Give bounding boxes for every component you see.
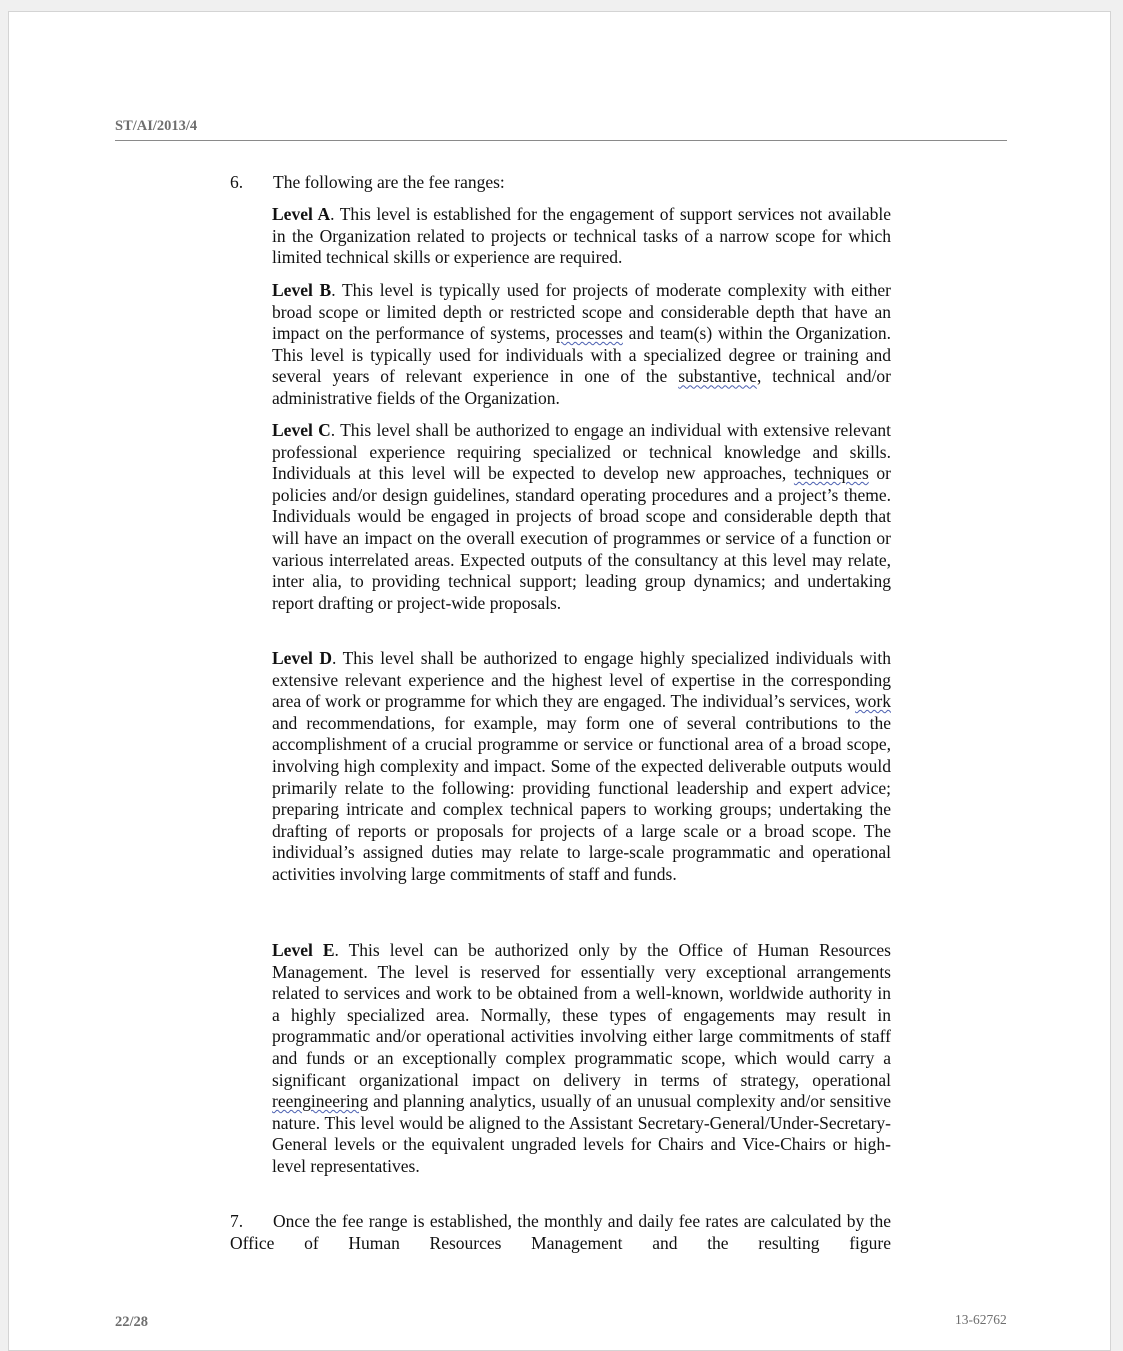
paragraph-text: Once the fee range is established, the monthly and daily fee rates are calculated by the Office of Human Resources Management and the resulting figure bbox=[230, 1211, 891, 1253]
spellcheck-flagged-word[interactable]: processes bbox=[555, 323, 623, 344]
paragraph-text: The following are the fee ranges: bbox=[273, 172, 505, 192]
paragraph-7 bbox=[230, 1211, 891, 1254]
level-text: . This level shall be authorized to engage highly specialized individuals with extensive relevant experience and the highest level of expertise in the corresponding area of work or programme for which they are engaged. The individual’s services, bbox=[272, 648, 891, 712]
level-text: . This level shall be authorized to engage an individual with extensive relevant professional experience requiring specialized or technical knowledge and skills. Individuals at this level will be expected to develop new approaches, bbox=[272, 420, 891, 484]
level-text: . This level is established for the engagement of support services not available in the Organization related to projects or technical tasks of a narrow scope for which limited technical skills or experience are required. bbox=[272, 204, 891, 268]
level-text: and team(s) within the Organization. This level is typically used for individuals with a specialized degree or training and several years of relevant experience in one of the bbox=[272, 323, 891, 387]
level-label: Level B bbox=[272, 280, 332, 300]
level-e-paragraph bbox=[272, 940, 891, 1178]
document-page bbox=[8, 11, 1111, 1351]
level-text: and planning analytics, usually of an unusual complexity and/or sensitive nature. This level would be aligned to the Assistant Secretary-General/Under-Secretary-General levels or the equivalent ungraded levels for Chairs and Vice-Chairs or high-level representatives. bbox=[272, 1091, 891, 1176]
spellcheck-flagged-word[interactable]: reengineering bbox=[272, 1091, 369, 1112]
level-a-paragraph bbox=[272, 204, 891, 269]
level-text: , technical and/or administrative fields of the Organization. bbox=[272, 366, 891, 408]
level-text: or policies and/or design guidelines, standard operating procedures and a project’s theme. Individuals would be engaged in projects of broad scope and considerable depth that will have an impact on the overall execution of programmes or service of a function or various interrelated areas. Expected outputs of the consultancy at this level may relate, inter alia, to providing technical support; leading group dynamics; and undertaking report drafting or project-wide proposals. bbox=[272, 463, 892, 613]
level-label: Level C bbox=[272, 420, 331, 440]
header-divider bbox=[115, 140, 1007, 141]
spellcheck-flagged-word[interactable]: substantive bbox=[678, 366, 757, 387]
level-label: Level E bbox=[272, 940, 335, 960]
level-label: Level D bbox=[272, 648, 332, 668]
job-number: 13-62762 bbox=[955, 1312, 1007, 1327]
spellcheck-flagged-word[interactable]: techniques bbox=[793, 463, 869, 484]
level-text: . This level is typically used for projects of moderate complexity with either broad scope or limited depth or restricted scope and considerable depth that have an impact on the performance of systems, bbox=[272, 280, 891, 344]
level-c-paragraph bbox=[272, 420, 891, 614]
level-label: Level A bbox=[272, 204, 331, 224]
paragraph-number: 6. bbox=[230, 172, 244, 192]
level-text: . This level can be authorized only by the Office of Human Resources Management. The level is reserved for essentially very exceptional arrangements related to services and work to be obtained from a well-known, worldwide authority in a highly specialized area. Normally, these types of engagements may result in programmatic and/or operational activities involving either large commitments of staff and funds or an exceptionally complex programmatic scope, which would carry a significant organizational impact on delivery in terms of strategy, operational bbox=[272, 940, 891, 1090]
paragraph-number: 7. bbox=[230, 1211, 244, 1231]
level-text: and recommendations, for example, may form one of several contributions to the accomplishment of a crucial programme or service or functional area of a broad scope, involving high complexity and impact. Some of the expected deliverable outputs would primarily relate to the following: providing functional leadership and expert advice; preparing intricate and complex technical papers to working groups; undertaking the drafting of reports or proposals for projects of a large scale or a broad scope. The individual’s assigned duties may relate to large-scale programmatic and operational activities involving large commitments of staff and funds. bbox=[272, 712, 891, 884]
paragraph-6 bbox=[230, 172, 891, 194]
level-b-paragraph bbox=[272, 280, 891, 410]
level-d-paragraph bbox=[272, 648, 891, 886]
document-symbol: ST/AI/2013/4 bbox=[115, 118, 198, 134]
page-indicator: 22/28 bbox=[115, 1314, 149, 1330]
spellcheck-flagged-word[interactable]: work bbox=[855, 691, 891, 712]
